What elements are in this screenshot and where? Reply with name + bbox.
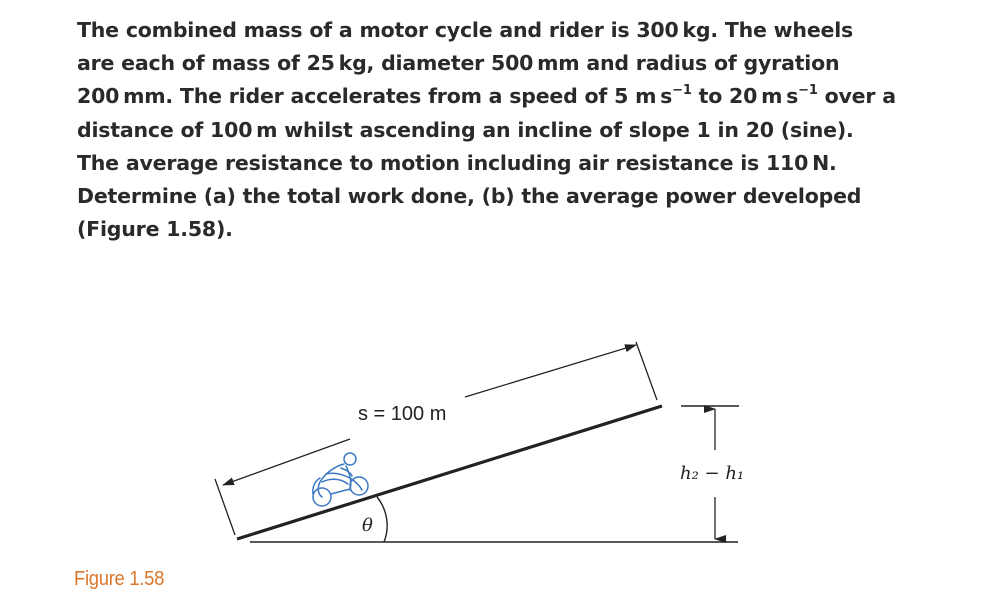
angle-label: θ — [362, 515, 373, 536]
extension-line-right — [636, 342, 657, 400]
exponent-2: −1 — [798, 82, 818, 98]
distance-label: s = 100 m — [358, 403, 447, 425]
height-label: h₂ − h₁ — [680, 463, 745, 484]
problem-line-1: The combined mass of a motor cycle and rider is 300 kg. The wheels — [77, 18, 854, 42]
problem-line-6: Determine (a) the total work done, (b) the average power developed — [77, 184, 862, 209]
problem-line-2: are each of mass of 25 kg, diameter 500 mm and radius of gyration — [77, 51, 840, 76]
problem-line-3-part-1: 200 mm. The rider accelerates from a speed of 5 m s — [77, 84, 673, 109]
angle-arc — [377, 497, 387, 542]
distance-arrow-upper — [465, 345, 636, 397]
motorcycle-rider-icon — [313, 453, 368, 506]
problem-line-7: (Figure 1.58). — [77, 217, 233, 242]
extension-line-left — [215, 479, 235, 535]
incline-line — [237, 406, 662, 539]
problem-line-5: The average resistance to motion including air resistance is 110 N. — [77, 150, 837, 175]
problem-line-3-part-3: over a — [817, 84, 896, 109]
problem-line-4: distance of 100 m whilst ascending an incline of slope 1 in 20 (sine). — [77, 117, 854, 142]
exponent-1: −1 — [672, 82, 692, 98]
distance-arrow-lower — [223, 439, 350, 485]
figure-caption: Figure 1.58 — [74, 568, 165, 590]
problem-line-3-part-2: to 20 m s — [691, 84, 799, 109]
